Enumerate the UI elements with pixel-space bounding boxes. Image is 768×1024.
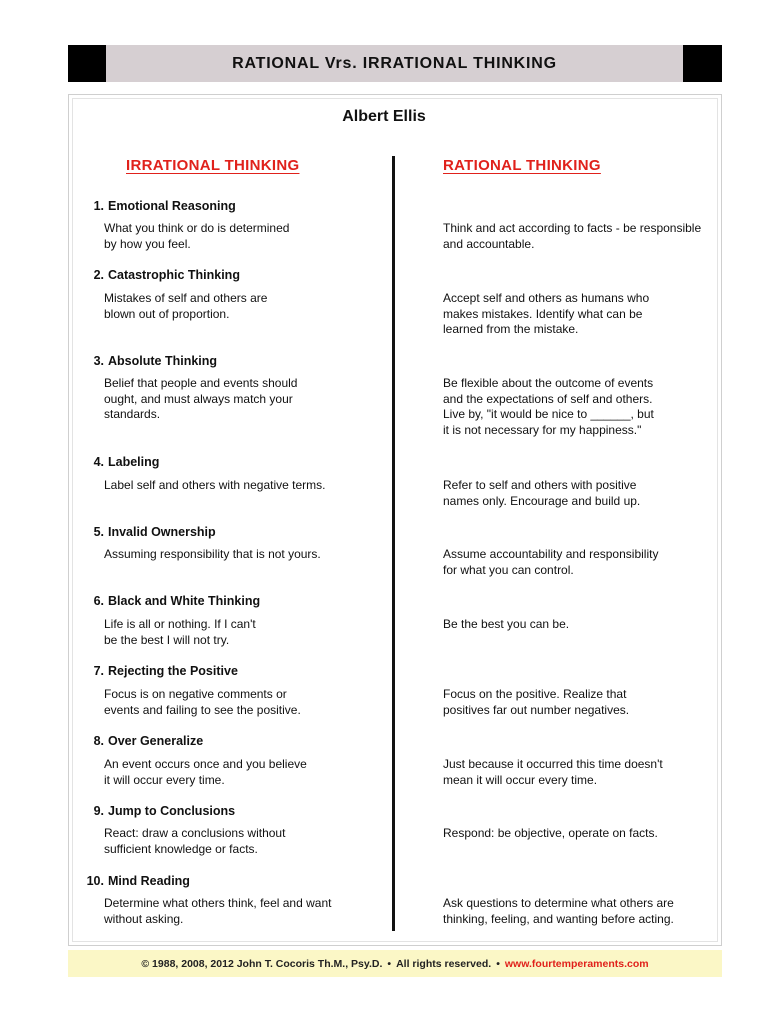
irrational-description: Assuming responsibility that is not yours.	[104, 547, 321, 561]
rational-description: Focus on the positive. Realize that positives far out number negatives.	[443, 687, 630, 717]
rational-description: Refer to self and others with positive names only. Encourage and build up.	[443, 478, 641, 508]
item-title-text: Catastrophic Thinking	[108, 268, 240, 282]
rational-column-heading: RATIONAL THINKING	[443, 157, 601, 174]
item-title-text: Invalid Ownership	[108, 525, 216, 539]
item-title-text: Absolute Thinking	[108, 354, 218, 368]
item-number: 9.	[93, 804, 104, 818]
irrational-column-heading: IRRATIONAL THINKING	[126, 157, 300, 174]
item-number: 5.	[93, 525, 104, 539]
rational-description: Ask questions to determine what others are thinking, feeling, and wanting before acting.	[443, 896, 674, 926]
rational-description: Be the best you can be.	[443, 617, 570, 631]
item-title	[80, 804, 370, 818]
item-number: 3.	[93, 354, 104, 368]
irrational-description: Belief that people and events should ought, and must always match your standards.	[104, 376, 298, 421]
rational-description: Be flexible about the outcome of events and the expectations of self and others. Live by, "it would be nice to ______, but it is not necessary for my happiness."	[443, 376, 654, 437]
irrational-description: Life is all or nothing. If I can't be the best I will not try.	[104, 617, 256, 647]
item-number: 1.	[93, 199, 104, 213]
item-title	[80, 874, 370, 888]
item-title	[80, 354, 370, 368]
item-title	[80, 525, 370, 539]
irrational-description: Determine what others think, feel and want without asking.	[104, 896, 332, 926]
item-title-text: Rejecting the Positive	[108, 664, 238, 678]
irrational-description: React: draw a conclusions without sufficient knowledge or facts.	[104, 826, 286, 856]
item-title	[80, 268, 370, 282]
rational-description: Accept self and others as humans who makes mistakes. Identify what can be learned from the mistake.	[443, 291, 650, 336]
item-number: 8.	[93, 734, 104, 748]
page-title: RATIONAL Vrs. IRRATIONAL THINKING	[106, 45, 683, 82]
irrational-description: An event occurs once and you believe it will occur every time.	[104, 757, 307, 787]
item-title-text: Jump to Conclusions	[108, 804, 236, 818]
item-title	[80, 199, 370, 213]
footer-separator: •	[496, 957, 500, 970]
title-bar	[68, 45, 722, 82]
item-number: 10.	[86, 874, 104, 888]
footer	[68, 950, 722, 977]
irrational-description: Mistakes of self and others are blown out of proportion.	[104, 291, 268, 321]
item-title	[80, 594, 370, 608]
item-title	[80, 455, 370, 469]
item-title-text: Black and White Thinking	[108, 594, 261, 608]
irrational-description: Label self and others with negative terms.	[104, 478, 326, 492]
rights-text: All rights reserved.	[396, 957, 492, 970]
rational-description: Just because it occurred this time doesn't mean it will occur every time.	[443, 757, 663, 787]
irrational-description: What you think or do is determined by how you feel.	[104, 221, 290, 251]
column-divider	[392, 156, 395, 931]
item-title-text: Over Generalize	[108, 734, 204, 748]
item-title	[80, 734, 370, 748]
rational-description: Respond: be objective, operate on facts.	[443, 826, 658, 840]
item-number: 6.	[93, 594, 104, 608]
item-title-text: Labeling	[108, 455, 160, 469]
item-title-text: Mind Reading	[108, 874, 190, 888]
item-number: 2.	[93, 268, 104, 282]
item-number: 7.	[93, 664, 104, 678]
author-name: Albert Ellis	[342, 108, 426, 125]
item-title	[80, 664, 370, 678]
rational-description: Assume accountability and responsibility for what you can control.	[443, 547, 659, 577]
irrational-description: Focus is on negative comments or events and failing to see the positive.	[104, 687, 301, 717]
copyright-text: © 1988, 2008, 2012 John T. Cocoris Th.M., Psy.D.	[141, 957, 383, 970]
item-title-text: Emotional Reasoning	[108, 199, 236, 213]
website-link[interactable]: www.fourtemperaments.com	[504, 957, 649, 970]
footer-separator: •	[387, 957, 392, 970]
rational-description: Think and act according to facts - be responsible and accountable.	[443, 221, 702, 251]
item-number: 4.	[93, 455, 104, 469]
